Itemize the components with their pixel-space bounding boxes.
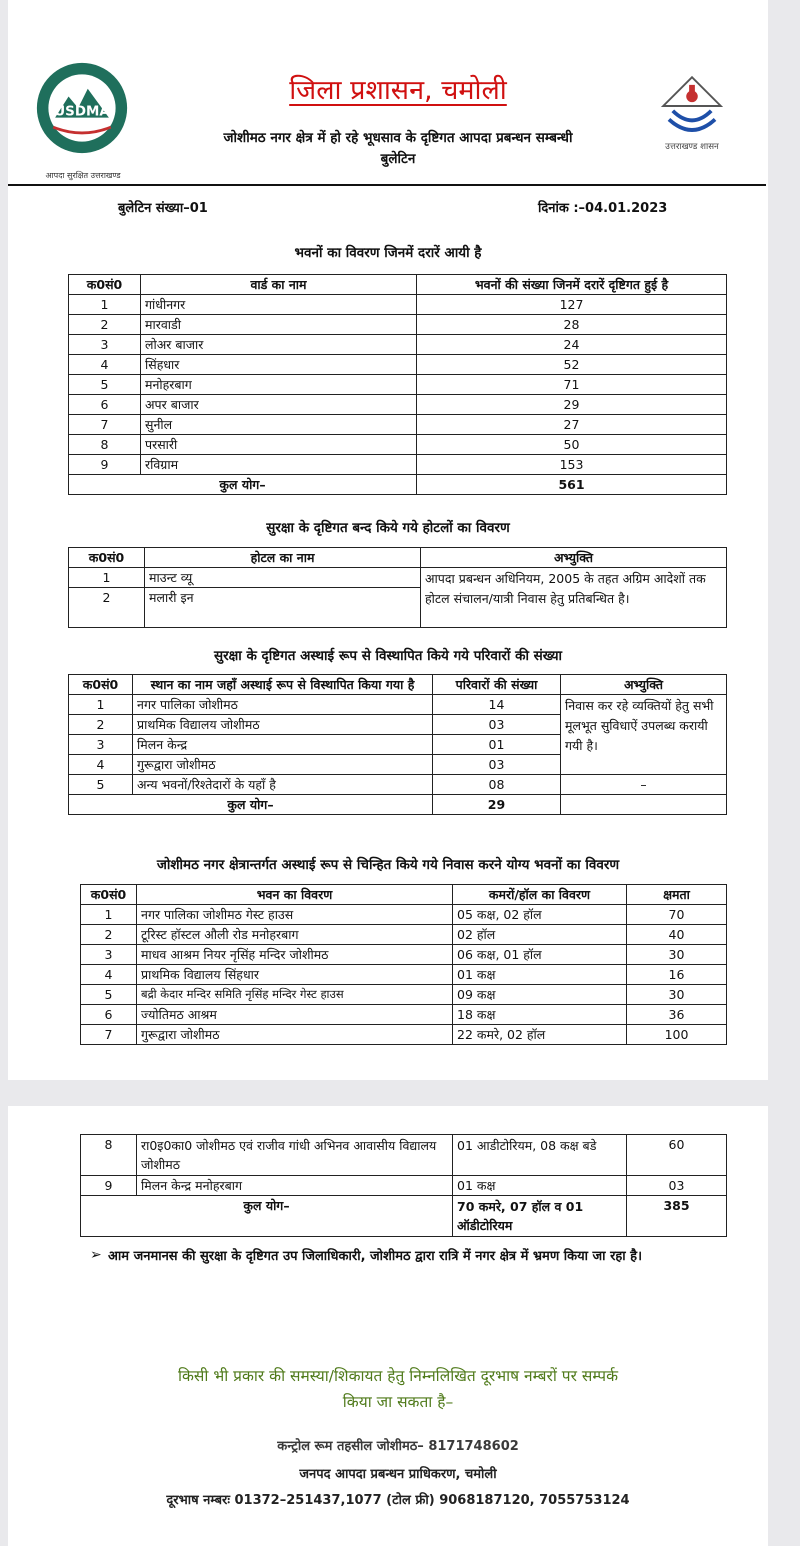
table1-title: भवनों का विवरण जिनमें दरारें आयी है (294, 245, 482, 261)
col-header: क0सं0 (69, 275, 141, 295)
total-label: कुल योग– (69, 475, 417, 495)
table-row (81, 905, 727, 925)
closed-hotels-table (68, 547, 727, 628)
row-serial: 3 (69, 335, 141, 355)
room-details: 02 हॉल (453, 925, 627, 945)
table-total-row (69, 795, 727, 815)
families-remark-dash: – (561, 775, 727, 795)
room-details: 18 कक्ष (453, 1005, 627, 1025)
row-serial: 1 (69, 295, 141, 315)
family-count: 14 (433, 695, 561, 715)
table-row (69, 568, 727, 588)
table3-title: सुरक्षा के दृष्टिगत अस्थाई रूप से विस्थापित किये गये परिवारों की संख्या (213, 648, 563, 664)
capacity: 36 (627, 1005, 727, 1025)
usdma-logo-icon (34, 60, 130, 156)
page-subtitle (168, 128, 628, 170)
table-row (69, 455, 727, 475)
capacity: 100 (627, 1025, 727, 1045)
row-serial: 2 (69, 588, 145, 628)
col-header: क0सं0 (69, 548, 145, 568)
building-name: टूरिस्ट हॉस्टल औली रोड मनोहरबाग (137, 925, 453, 945)
col-header: परिवारों की संख्या (433, 675, 561, 695)
bulletin-page-1 (8, 0, 768, 1080)
building-name: ज्योतिमठ आश्रम (137, 1005, 453, 1025)
table-row (69, 315, 727, 335)
building-count: 28 (417, 315, 727, 335)
table-total-row (69, 475, 727, 495)
col-header: क्षमता (627, 885, 727, 905)
table-row (69, 355, 727, 375)
hotel-name: माउन्ट व्यू (145, 568, 421, 588)
total-value: 561 (417, 475, 727, 495)
building-name: गुरूद्वारा जोशीमठ (137, 1025, 453, 1045)
ward-name: परसारी (141, 435, 417, 455)
row-serial: 5 (69, 375, 141, 395)
room-details: 06 कक्ष, 01 हॉल (453, 945, 627, 965)
table-row (69, 435, 727, 455)
row-serial: 2 (81, 925, 137, 945)
col-header: होटल का नाम (145, 548, 421, 568)
capacity: 16 (627, 965, 727, 985)
row-serial: 3 (69, 735, 133, 755)
table-row (81, 985, 727, 1005)
table-header-row (69, 548, 727, 568)
table-header-row (69, 275, 727, 295)
subtitle-line-1: जोशीमठ नगर क्षेत्र में हो रहे भूधसाव के दृष्टिगत आपदा प्रबन्धन सम्बन्धी (223, 130, 573, 146)
ward-name: मनोहरबाग (141, 375, 417, 395)
col-header: वार्ड का नाम (141, 275, 417, 295)
table-row (69, 695, 727, 715)
col-header: क0सं0 (81, 885, 137, 905)
empty-cell (561, 795, 727, 815)
ward-name: मारवाडी (141, 315, 417, 335)
col-header: कमरों/हॉल का विवरण (453, 885, 627, 905)
bulletin-date: दिनांक :–04.01.2023 (538, 201, 668, 216)
total-label: कुल योग– (81, 1196, 453, 1237)
row-serial: 6 (81, 1005, 137, 1025)
ward-name: रविग्राम (141, 455, 417, 475)
row-serial: 3 (81, 945, 137, 965)
row-serial: 5 (81, 985, 137, 1005)
header-divider (8, 184, 766, 186)
row-serial: 7 (81, 1025, 137, 1045)
building-name: नगर पालिका जोशीमठ गेस्ट हाउस (137, 905, 453, 925)
phone-numbers: दूरभाष नम्बरः 01372–251437,1077 (टोल फ्री) 9068187120, 7055753124 (166, 1493, 630, 1508)
building-name: प्राथमिक विद्यालय सिंहधार (137, 965, 453, 985)
family-count: 03 (433, 715, 561, 735)
table-header-row (69, 675, 727, 695)
total-value: 29 (433, 795, 561, 815)
table-row (69, 415, 727, 435)
col-header: अभ्युक्ति (561, 675, 727, 695)
table-row (81, 1025, 727, 1045)
contact-info-line-2: किया जा सकता है– (342, 1393, 454, 1411)
table-row (69, 775, 727, 795)
hotel-name: मलारी इन (145, 588, 421, 628)
building-count: 29 (417, 395, 727, 415)
place-name: गुरूद्वारा जोशीमठ (133, 755, 433, 775)
building-count: 52 (417, 355, 727, 375)
total-capacity: 385 (627, 1196, 727, 1237)
building-count: 27 (417, 415, 727, 435)
uttarakhand-emblem-icon (644, 58, 740, 154)
room-details: 01 कक्ष (453, 1176, 627, 1196)
page-title: जिला प्रशासन, चमोली (289, 75, 507, 106)
building-count: 127 (417, 295, 727, 315)
disaster-authority: जनपद आपदा प्रबन्धन प्राधिकरण, चमोली (299, 1467, 497, 1482)
table-row (81, 965, 727, 985)
room-details: 01 आडीटोरियम, 08 कक्ष बडे (453, 1135, 627, 1176)
row-serial: 4 (81, 965, 137, 985)
table4-title: जोशीमठ नगर क्षेत्रान्तर्गत अस्थाई रूप से चिन्हित किये गये निवास करने योग्य भवनों का विवरण (156, 857, 620, 873)
displaced-families-table (68, 674, 727, 815)
family-count: 03 (433, 755, 561, 775)
family-count: 01 (433, 735, 561, 755)
building-name: मिलन केन्द्र मनोहरबाग (137, 1176, 453, 1196)
table-row (81, 945, 727, 965)
place-name: मिलन केन्द्र (133, 735, 433, 755)
row-serial: 4 (69, 755, 133, 775)
table-row (69, 395, 727, 415)
row-serial: 2 (69, 715, 133, 735)
building-name: माधव आश्रम नियर नृसिंह मन्दिर जोशीमठ (137, 945, 453, 965)
row-serial: 8 (69, 435, 141, 455)
capacity: 60 (627, 1135, 727, 1176)
capacity: 30 (627, 945, 727, 965)
family-count: 08 (433, 775, 561, 795)
row-serial: 4 (69, 355, 141, 375)
ward-name: गांधीनगर (141, 295, 417, 315)
families-remark: निवास कर रहे व्यक्तियों हेतु सभी मूलभूत सुविधाऐं उपलब्ध करायी गयी है। (561, 695, 727, 775)
ward-name: सिंहधार (141, 355, 417, 375)
room-details: 09 कक्ष (453, 985, 627, 1005)
building-count: 71 (417, 375, 727, 395)
table-total-row (81, 1196, 727, 1237)
capacity: 30 (627, 985, 727, 1005)
row-serial: 7 (69, 415, 141, 435)
table-row (69, 375, 727, 395)
total-rooms: 70 कमरे, 07 हॉल व 01 ऑडीटोरियम (453, 1196, 627, 1237)
table-row (81, 1176, 727, 1196)
ward-name: अपर बाजार (141, 395, 417, 415)
row-serial: 8 (81, 1135, 137, 1176)
col-header: भवनों की संख्या जिनमें दरारें दृष्टिगत हुई है (417, 275, 727, 295)
table-row (69, 335, 727, 355)
row-serial: 9 (69, 455, 141, 475)
capacity: 40 (627, 925, 727, 945)
col-header: क0सं0 (69, 675, 133, 695)
room-details: 05 कक्ष, 02 हॉल (453, 905, 627, 925)
row-serial: 1 (69, 695, 133, 715)
usdma-logo-text: USDMA (54, 104, 110, 120)
contact-info-line-1: किसी भी प्रकार की समस्या/शिकायत हेतु निम्नलिखित दूरभाष नम्बरों पर सम्पर्क (177, 1367, 618, 1385)
bulletin-page-2 (8, 1106, 768, 1546)
col-header: अभ्युक्ति (421, 548, 727, 568)
subtitle-line-2: बुलेटिन (380, 151, 416, 167)
table-row (69, 295, 727, 315)
row-serial: 1 (81, 905, 137, 925)
place-name: प्राथमिक विद्यालय जोशीमठ (133, 715, 433, 735)
ward-name: सुनील (141, 415, 417, 435)
night-patrol-note: आम जनमानस की सुरक्षा के दृष्टिगत उप जिलाधिकारी, जोशीमठ द्वारा रात्रि में नगर क्षेत्र में भ्रमण किया जा रहा है। (108, 1249, 643, 1264)
room-details: 01 कक्ष (453, 965, 627, 985)
shelter-buildings-table-continued (80, 1134, 727, 1237)
col-header: स्थान का नाम जहाँ अस्थाई रूप से विस्थापित किया गया है (133, 675, 433, 695)
row-serial: 6 (69, 395, 141, 415)
capacity: 03 (627, 1176, 727, 1196)
ward-name: लोअर बाजार (141, 335, 417, 355)
total-label: कुल योग– (69, 795, 433, 815)
row-serial: 2 (69, 315, 141, 335)
hotel-remark: आपदा प्रबन्धन अधिनियम, 2005 के तहत अग्रिम आदेशों तक होटल संचालन/यात्री निवास हेतु प्रतिबन्धित है। (421, 568, 727, 628)
table2-title: सुरक्षा के दृष्टिगत बन्द किये गये होटलों का विवरण (266, 520, 510, 536)
row-serial: 9 (81, 1176, 137, 1196)
cracked-buildings-table (68, 274, 727, 495)
usdma-tagline: आपदा सुरक्षित उत्तराखण्ड (45, 171, 121, 180)
arrow-bullet-icon: ➢ (90, 1247, 102, 1263)
bulletin-number: बुलेटिन संख्या–01 (118, 201, 208, 216)
table-row (81, 1135, 727, 1176)
col-header: भवन का विवरण (137, 885, 453, 905)
room-details: 22 कमरे, 02 हॉल (453, 1025, 627, 1045)
building-count: 153 (417, 455, 727, 475)
control-room-number: कन्ट्रोल रूम तहसील जोशीमठ– 8171748602 (277, 1439, 519, 1454)
emblem-caption: उत्तराखण्ड शासन (665, 142, 719, 153)
row-serial: 1 (69, 568, 145, 588)
table-row (81, 1005, 727, 1025)
place-name: अन्य भवनों/रिश्तेदारों के यहाँ है (133, 775, 433, 795)
capacity: 70 (627, 905, 727, 925)
place-name: नगर पालिका जोशीमठ (133, 695, 433, 715)
building-count: 24 (417, 335, 727, 355)
building-count: 50 (417, 435, 727, 455)
building-name: रा0इ0का0 जोशीमठ एवं राजीव गांधी अभिनव आवासीय विद्यालय जोशीमठ (137, 1135, 453, 1176)
table-header-row (81, 885, 727, 905)
building-name: बद्री केदार मन्दिर समिति नृसिंह मन्दिर गेस्ट हाउस (137, 985, 453, 1005)
shelter-buildings-table (80, 884, 727, 1045)
row-serial: 5 (69, 775, 133, 795)
table-row (81, 925, 727, 945)
